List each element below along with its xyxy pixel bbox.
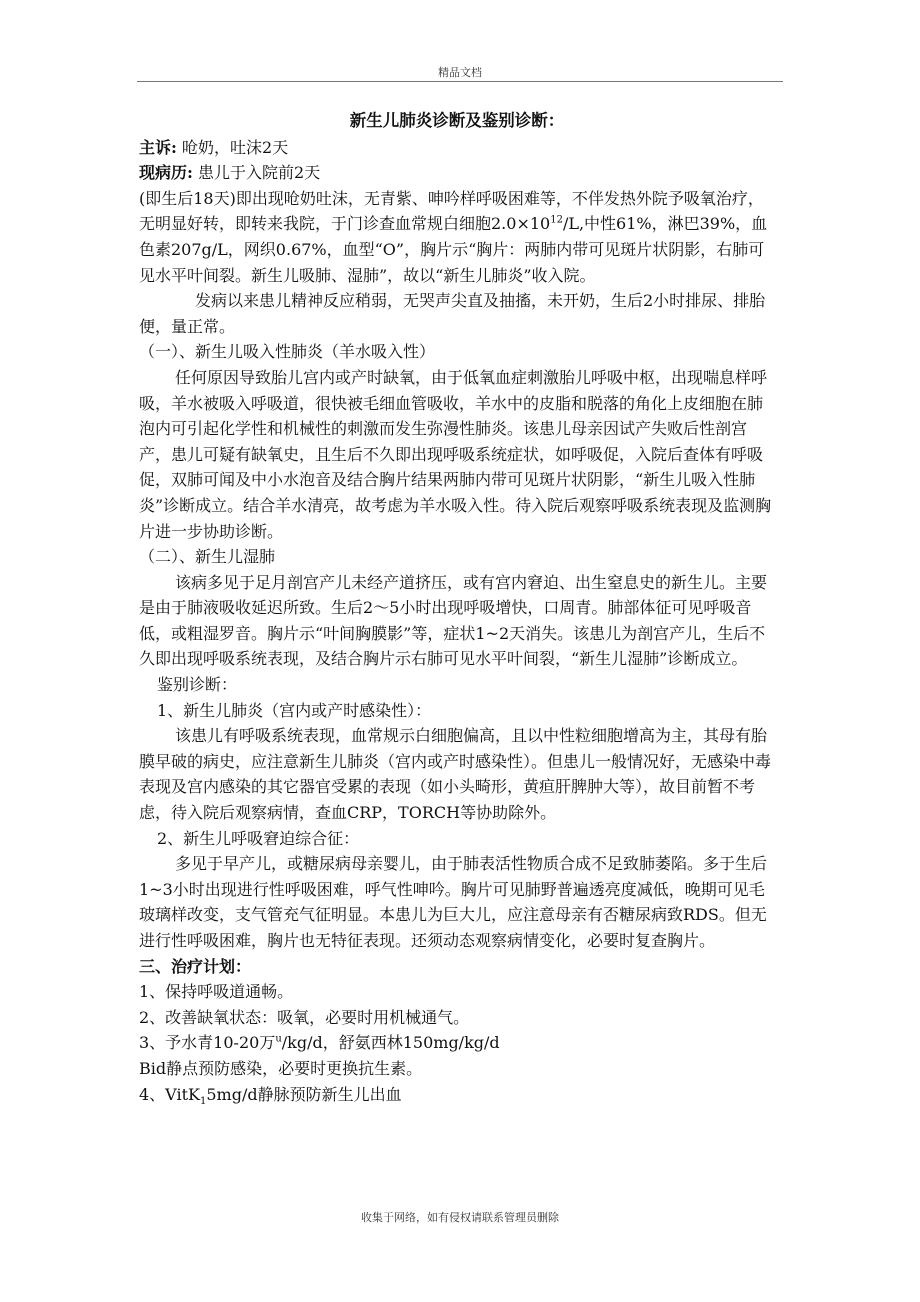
section2-body: 该病多见于足月剖宫产儿未经产道挤压，或有宫内窘迫、出生窒息史的新生儿。主要是由于肺液吸收延迟所致。生后2～5小时出现呼吸增快，口周青。肺部体征可见呼吸音低，或粗湿罗音。胸片示“叶间胸膜影”等，症状1~2天消失。该患儿为剖宫产儿，生后不久即出现呼吸系统表现，及结合胸片示右肺可见水平叶间裂，“新生儿湿肺”诊断成立。 [139, 572, 768, 669]
plan-item-3-continued: Bid静点预防感染，必要时更换抗生素。 [139, 1058, 423, 1078]
differential-item2-body: 多见于早产儿，或糖尿病母亲婴儿，由于肺表活性物质合成不足致肺萎陷。多于生后1~3小时出现进行性呼吸困难，呼气性呻吟。胸片可见肺野普遍透亮度减低，晚期可见毛玻璃样改变，支气管充气征明显。本患儿为巨大儿，应注意母亲有否糖尿病致RDS。但无进行性呼吸困难，胸片也无特征表现。还须动态观察病情变化，必要时复查胸片。 [139, 854, 768, 950]
page-footer: 收集于网络，如有侵权请联系管理员删除 [361, 1211, 559, 1224]
history-label: 现病历: [139, 163, 193, 183]
header-divider [137, 81, 783, 82]
history-intro: 患儿于入院前2天 [192, 163, 321, 183]
differential-item1-title: 1、新生儿肺炎（宫内或产时感染性）： [157, 700, 432, 720]
history-paragraph-2: 发病以来患儿精神反应稍弱，无哭声尖直及抽搐，未开奶，生后2小时排尿、排胎便，量正常。 [139, 291, 766, 336]
differential-item2-title: 2、新生儿呼吸窘迫综合征： [157, 828, 360, 848]
history-heading [139, 160, 775, 186]
section2-heading: （二）、新生儿湿肺 [139, 547, 276, 567]
differential-heading: 鉴别诊断： [157, 675, 238, 695]
document-title: 新生儿肺炎诊断及鉴别诊断： [349, 111, 565, 130]
exponent: 12 [550, 215, 563, 227]
chief-complaint [139, 135, 775, 161]
chief-complaint-text: 呛奶，吐沫2天 [176, 137, 289, 157]
history-paragraph [139, 186, 775, 288]
subscript: 1 [199, 1095, 207, 1107]
history-text-a: (即生后18天)即出现呛奶吐沫，无青紫、呻吟样呼吸困难等，不伴发热外院予吸氧治疗，无明显好转，即转来我院，于门诊查血常规白细胞2.0×10 [139, 188, 764, 234]
page-header: 精品文档 [438, 66, 482, 79]
plan-item-4-text-b: 5mg/d静脉预防新生儿出血 [206, 1084, 402, 1104]
chief-complaint-label: 主诉: [139, 137, 177, 157]
document-body [139, 108, 775, 1107]
plan-item-3-text-a: 3、予水青10-20万 [139, 1033, 276, 1053]
plan-heading: 三、治疗计划： [139, 956, 252, 976]
plan-item-4 [139, 1082, 775, 1108]
plan-item-3 [139, 1030, 775, 1056]
section1-body: 任何原因导致胎儿宫内或产时缺氧，由于低氧血症刺激胎儿呼吸中枢，出现喘息样呼吸，羊水被吸入呼吸道，很快被毛细血管吸收，羊水中的皮脂和脱落的角化上皮细胞在肺泡内可引起化学性和机械性的刺激而发生弥漫性肺炎。该患儿母亲因试产失败后性剖宫产，患儿可疑有缺氧史，且生后不久即出现呼吸系统症状，如呼吸促，入院后查体有呼吸促，双肺可闻及中小水泡音及结合胸片结果两肺内带可见斑片状阴影，“新生儿吸入性肺炎”诊断成立。结合羊水清亮，故考虑为羊水吸入性。待入院后观察呼吸系统表现及监测胸片进一步协助诊断。 [139, 367, 772, 541]
differential-item1-body: 该患儿有呼吸系统表现，血常规示白细胞偏高，且以中性粒细胞增高为主，其母有胎膜早破的病史，应注意新生儿肺炎（宫内或产时感染性）。但患儿一般情况好，无感染中毒表现及宫内感染的其它器官受累的表现（如小头畸形，黄疸肝脾肿大等），故目前暂不考虑，待入院后观察病情，查血CRP，TORCH等协助除外。 [139, 726, 772, 823]
section1-heading: （一）、新生儿吸入性肺炎（羊水吸入性） [139, 342, 436, 362]
unit-superscript: u [275, 1034, 282, 1046]
plan-item-2: 2、改善缺氧状态：吸氧，必要时用机械通气。 [139, 1007, 470, 1027]
plan-item-1: 1、保持呼吸道通畅。 [139, 982, 294, 1002]
plan-item-4-text-a: 4、VitK [139, 1084, 200, 1104]
history-text-b: /L,中性61%，淋巴39%，血色素207g/L，网织0.67%，血型“O”，胸片示“胸片：两肺内带可见斑片状阴影，右肺可见水平叶间裂。新生儿吸肺、湿肺”，故以“新生儿肺炎”收入院。 [139, 214, 768, 285]
plan-item-3-text-b: /kg/d，舒氨西林150mg/kg/d [281, 1033, 500, 1053]
